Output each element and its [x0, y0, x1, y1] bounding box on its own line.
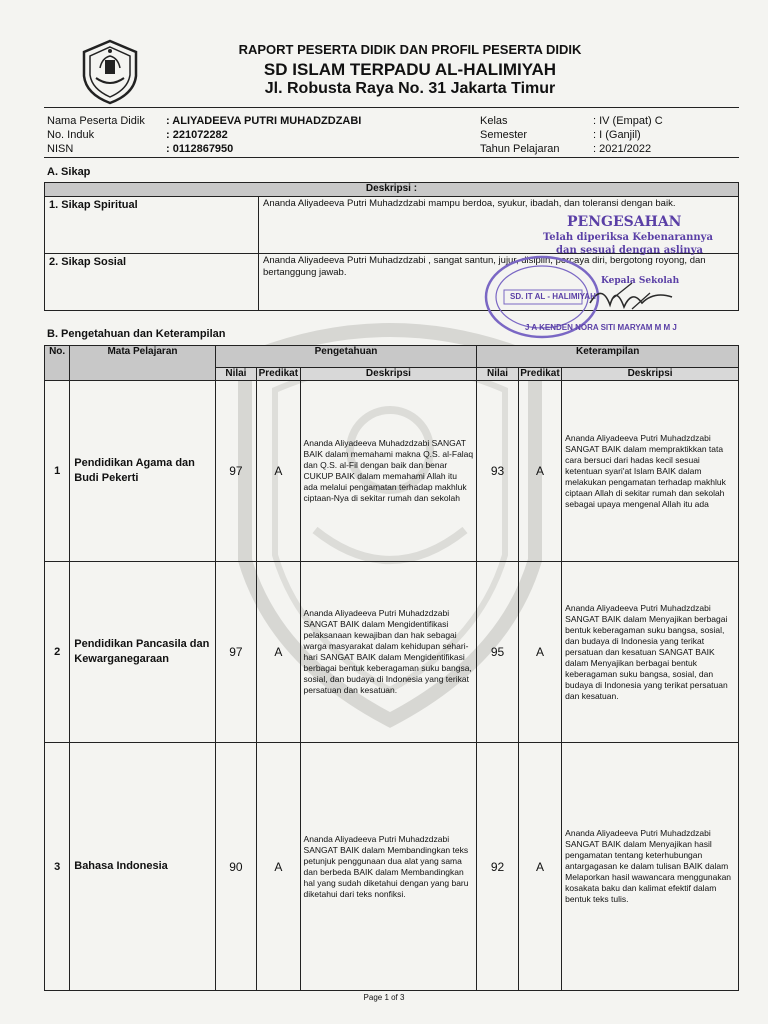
sikap-spiritual-desc: Ananda Aliyadeeva Putri Muhadzdzabi mampu berdoa, syukur, ibadah, dan toleransi dengan baik.: [259, 197, 739, 254]
tahun-label: Tahun Pelajaran: [480, 143, 560, 155]
row-k-nilai: 93: [477, 381, 518, 562]
nisn-value: : 0112867950: [166, 143, 234, 155]
row-p-desc: Ananda Aliyadeeva Muhadzdzabi SANGAT BAIK dalam memahami makna Q.S. al-Falaq dan Q.S. al-Fil dengan baik dan benar CUKUP BAIK dalam memahami Allah itu ada melalui pengamatan terhadap makhluk ciptaan-Nya di sekitar rumah dan sekolah: [300, 381, 477, 562]
name-label: Nama Peserta Didik: [47, 115, 145, 127]
row-p-nilai: 97: [215, 562, 256, 743]
row-no: 2: [45, 562, 70, 743]
row-k-desc: Ananda Aliyadeeva Putri Muhadzdzabi SANGAT BAIK dalam Menyajikan hasil pengamatan tentang keterhubungan antargagasan ke dalam tulisan BAIK dalam Melaporkan hasil wawancara menggunakan kosakata baku dan kalimat efektif dalam bentuk teks tulis.: [562, 743, 739, 991]
row-k-predikat: A: [518, 381, 561, 562]
school-name: SD ISLAM TERPADU AL-HALIMIYAH: [263, 60, 557, 79]
kelas-value: : IV (Empat) C: [593, 115, 663, 127]
row-k-nilai: 92: [477, 743, 518, 991]
tahun-value: : 2021/2022: [593, 143, 652, 155]
stamp-headmaster: J A KENDEN NORA SITI MARYAM M M J: [525, 323, 677, 332]
sikap-spiritual-label: 1. Sikap Spiritual: [45, 197, 259, 254]
row-p-desc: Ananda Aliyadeeva Putri Muhadzdzabi SANGAT BAIK dalam Mengidentifikasi pelaksanaan kewajiban dan hak sebagai warga masyarakat dalam kehidupan sehari-hari SANGAT BAIK dalam Mengidentifikasi berbagai bentuk keberagaman suku bangsa, sosial, dan budaya di Indonesia yang terikat persatuan dan kesatuan.: [300, 562, 477, 743]
kelas-label: Kelas: [480, 115, 508, 127]
stamp-line3: Kepala Sekolah: [601, 276, 680, 286]
table-row: [45, 562, 739, 743]
col-mapel: Mata Pelajaran: [70, 346, 215, 381]
section-pengetahuan-title: B. Pengetahuan dan Keterampilan: [47, 328, 226, 340]
row-p-desc: Ananda Aliyadeeva Putri Muhadzdzabi SANGAT BAIK dalam Membandingkan teks petunjuk penggunaan dua alat yang sama dan berbeda BAIK dalam Membandingkan hal yang sudah diketahui dengan yang baru diketahui dari teks nonfiksi.: [300, 743, 477, 991]
row-k-desc: Ananda Aliyadeeva Putri Muhadzdzabi SANGAT BAIK dalam mempraktikkan tata cara bersuci dari hadas kecil sesuai ketentuan syari'at Islam BAIK dalam melakukan pengamatan terhadap makhluk ciptaan Allah di sekitar rumah dan sekolah sebagai upaya mengenal Allah itu ada: [562, 381, 739, 562]
row-subject: Bahasa Indonesia: [70, 743, 215, 991]
row-subject: Pendidikan Pancasila dan Kewarganegaraan: [70, 562, 215, 743]
sikap-sosial-label: 2. Sikap Sosial: [45, 254, 259, 311]
col-p-deskripsi: Deskripsi: [300, 368, 477, 381]
col-no: No.: [45, 346, 70, 381]
row-k-predikat: A: [518, 743, 561, 991]
row-p-predikat: A: [257, 562, 300, 743]
row-p-predikat: A: [257, 743, 300, 991]
header-divider: [44, 107, 739, 108]
class-info-values: [593, 114, 663, 156]
row-k-predikat: A: [518, 562, 561, 743]
page-number: Page 1 of 3: [363, 993, 405, 1002]
row-k-desc: Ananda Aliyadeeva Putri Muhadzdzabi SANGAT BAIK dalam Menyajikan berbagai bentuk keberagaman suku bangsa, sosial, dan budaya di Indonesia yang terikat persatuan dan kesatuan SANGAT BAIK dalam Menyajikan berbagai bentuk keberagaman suku bangsa, sosial, dan budaya di Indonesia yang terikat persatuan dan kesatuan.: [562, 562, 739, 743]
table-row: [45, 743, 739, 991]
school-logo-icon: [76, 38, 144, 106]
col-k-deskripsi: Deskripsi: [562, 368, 739, 381]
student-info-labels: [47, 114, 145, 156]
row-no: 1: [45, 381, 70, 562]
sikap-sosial-desc: Ananda Aliyadeeva Putri Muhadzdzabi , sangat santun, jujur, disiplin, percaya diri, bergotong royong, dan bertanggung jawab.: [259, 254, 739, 311]
grades-table: [44, 345, 739, 991]
table-row: [45, 381, 739, 562]
col-k-nilai: Nilai: [477, 368, 518, 381]
section-sikap-title: A. Sikap: [47, 166, 91, 178]
class-info-labels: [480, 114, 560, 156]
row-p-nilai: 97: [215, 381, 256, 562]
semester-label: Semester: [480, 129, 528, 141]
info-divider: [44, 157, 739, 158]
semester-value: : I (Ganjil): [593, 129, 641, 141]
col-pengetahuan: Pengetahuan: [215, 346, 477, 368]
sikap-header: Deskripsi :: [45, 183, 739, 197]
col-keterampilan: Keterampilan: [477, 346, 739, 368]
name-value: : ALIYADEEVA PUTRI MUHADZDZABI: [166, 115, 362, 127]
report-title: RAPORT PESERTA DIDIK DAN PROFIL PESERTA DIDIK: [238, 42, 582, 57]
stamp-school: SD. IT AL - HALIMIYAH: [510, 292, 596, 301]
stamp-line2: dan sesuai dengan aslinya: [556, 245, 703, 256]
row-k-nilai: 95: [477, 562, 518, 743]
col-p-predikat: Predikat: [258, 368, 299, 379]
row-no: 3: [45, 743, 70, 991]
row-p-predikat: A: [257, 381, 300, 562]
stamp-title: PENGESAHAN: [567, 214, 682, 230]
row-subject: Pendidikan Agama dan Budi Pekerti: [70, 381, 215, 562]
row-p-nilai: 90: [215, 743, 256, 991]
nisn-label: NISN: [47, 143, 74, 155]
induk-label: No. Induk: [47, 129, 95, 141]
school-address: Jl. Robusta Raya No. 31 Jakarta Timur: [264, 80, 556, 97]
stamp-line1: Telah diperiksa Kebenarannya: [543, 232, 713, 243]
induk-value: : 221072282: [166, 129, 228, 141]
student-info-values: [166, 114, 361, 156]
col-p-nilai: Nilai: [215, 368, 256, 381]
col-k-predikat: Predikat: [520, 368, 560, 379]
